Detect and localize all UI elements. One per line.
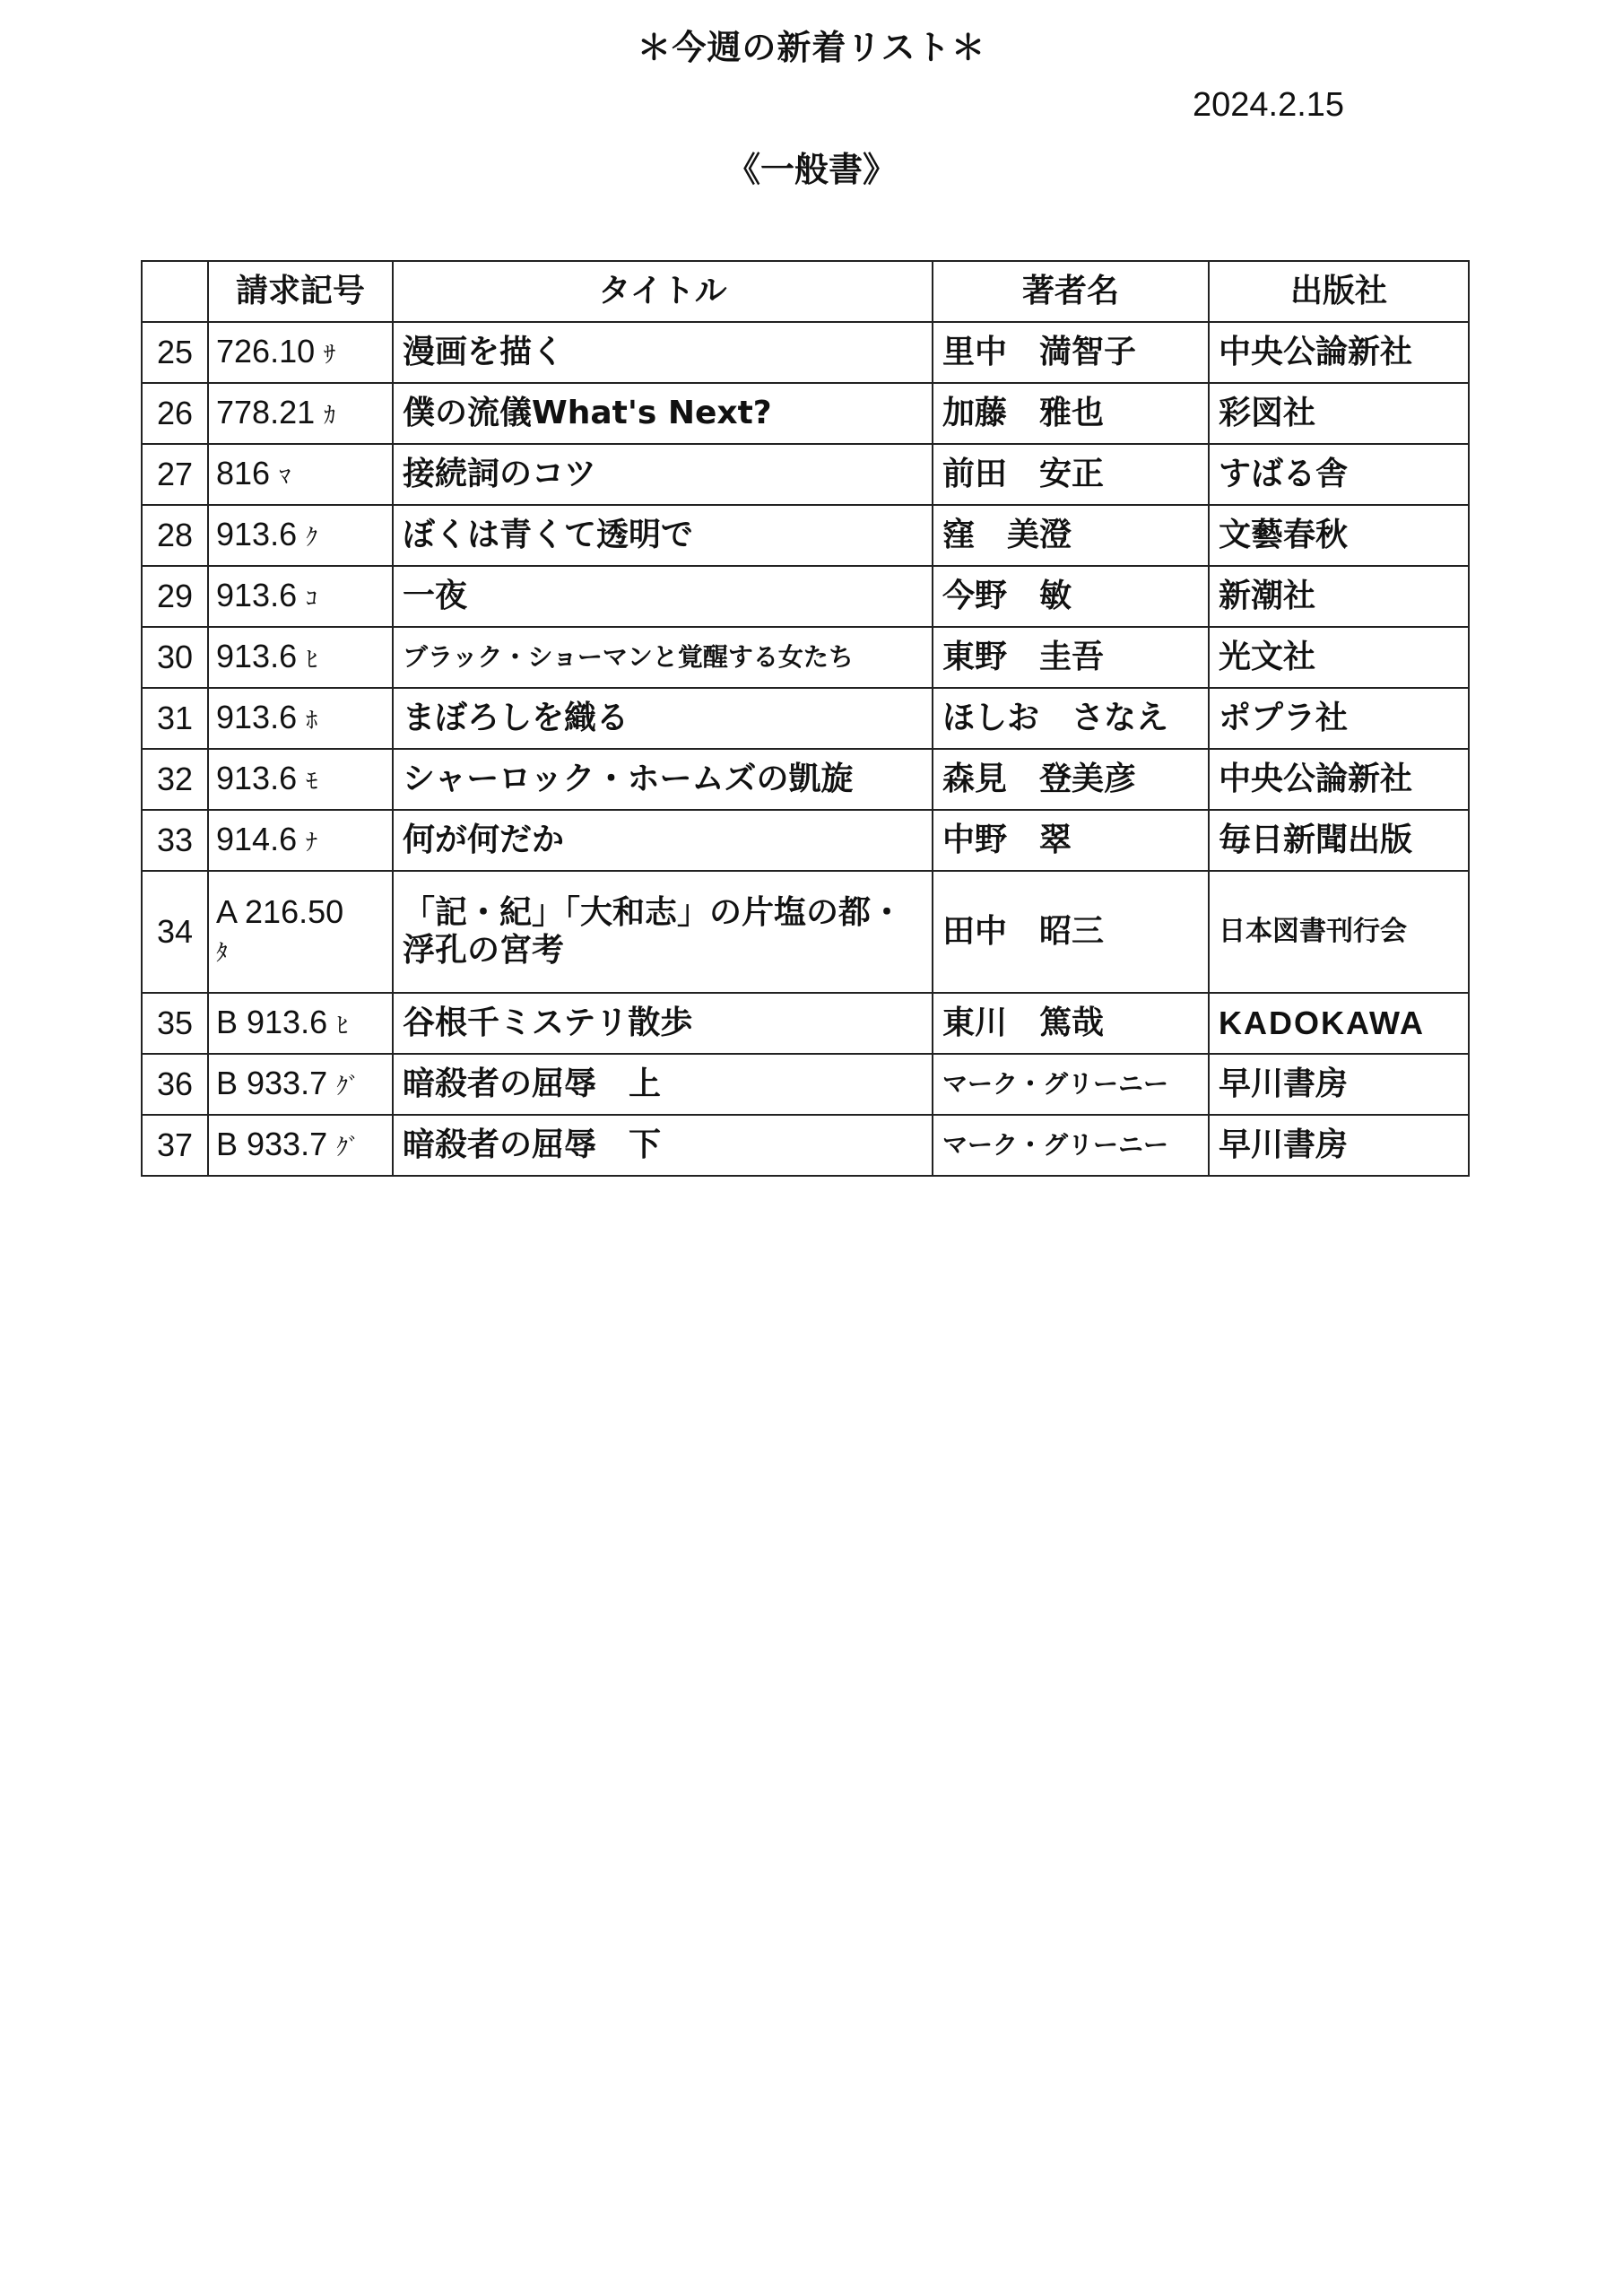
row-number: 30: [142, 627, 208, 688]
call-number-code: B 933.7: [216, 1125, 328, 1162]
book-title: 暗殺者の屈辱 下: [393, 1115, 933, 1176]
row-number: 36: [142, 1054, 208, 1115]
table-row: [142, 444, 1469, 505]
call-number: [208, 688, 393, 749]
author-name: 中野 翠: [933, 810, 1209, 871]
publisher-name: 彩図社: [1209, 383, 1469, 444]
column-header-publisher: 出版社: [1209, 261, 1469, 322]
author-name: マーク・グリーニー: [933, 1054, 1209, 1115]
row-number: 29: [142, 566, 208, 627]
call-number-kana: ｺ: [306, 584, 318, 612]
publisher-name: 毎日新聞出版: [1209, 810, 1469, 871]
author-name: マーク・グリーニー: [933, 1115, 1209, 1176]
call-number-kana: ｻ: [324, 340, 336, 368]
call-number: [208, 505, 393, 566]
book-title: 暗殺者の屈辱 上: [393, 1054, 933, 1115]
table-row: [142, 749, 1469, 810]
table-row: [142, 810, 1469, 871]
new-arrivals-table: [141, 260, 1470, 1177]
call-number-kana: ｸﾞ: [336, 1133, 360, 1161]
author-name: 森見 登美彦: [933, 749, 1209, 810]
book-title: 接続詞のコツ: [393, 444, 933, 505]
call-number-code: 913.6: [216, 698, 298, 735]
publisher-name: ポプラ社: [1209, 688, 1469, 749]
call-number-kana: ﾅ: [306, 828, 318, 856]
author-name: 東川 篤哉: [933, 993, 1209, 1054]
table-header-row: [142, 261, 1469, 322]
publisher-name: KADOKAWA: [1209, 993, 1469, 1054]
table-row: [142, 383, 1469, 444]
row-number: 27: [142, 444, 208, 505]
book-title: 何が何だか: [393, 810, 933, 871]
call-number-kana: ｶ: [324, 401, 336, 429]
call-number-kana: ｸﾞ: [336, 1072, 360, 1100]
book-title: シャーロック・ホームズの凱旋: [393, 749, 933, 810]
table-row: [142, 505, 1469, 566]
call-number: [208, 566, 393, 627]
book-title: 谷根千ミステリ散歩: [393, 993, 933, 1054]
table-row: [142, 688, 1469, 749]
call-number-code: A 216.50: [216, 892, 344, 930]
table-row: [142, 1054, 1469, 1115]
author-name: 今野 敏: [933, 566, 1209, 627]
publisher-name: 新潮社: [1209, 566, 1469, 627]
call-number: [208, 444, 393, 505]
row-number: 31: [142, 688, 208, 749]
table-row: [142, 1115, 1469, 1176]
call-number-kana: ｸ: [306, 523, 318, 551]
call-number-code: 726.10: [216, 332, 316, 370]
table-row: [142, 566, 1469, 627]
author-name: ほしお さなえ: [933, 688, 1209, 749]
table-row: [142, 871, 1469, 993]
call-number-kana: ﾏ: [279, 462, 291, 490]
call-number-code: 778.21: [216, 393, 316, 430]
call-number-code: 913.6: [216, 637, 298, 674]
call-number-kana: ﾎ: [306, 706, 318, 734]
publisher-name: 文藝春秋: [1209, 505, 1469, 566]
book-title: ぼくは青くて透明で: [393, 505, 933, 566]
call-number-code: 914.6: [216, 820, 298, 857]
table-row: [142, 627, 1469, 688]
call-number: [208, 1115, 393, 1176]
book-title: 漫画を描く: [393, 322, 933, 383]
row-number: 35: [142, 993, 208, 1054]
call-number: [208, 383, 393, 444]
list-date: 2024.2.15: [1193, 86, 1345, 124]
row-number: 34: [142, 871, 208, 993]
book-title: 僕の流儀What's Next?: [393, 383, 933, 444]
book-title: 一夜: [393, 566, 933, 627]
publisher-name: 光文社: [1209, 627, 1469, 688]
call-number-code: 913.6: [216, 759, 298, 796]
row-number: 32: [142, 749, 208, 810]
author-name: 前田 安正: [933, 444, 1209, 505]
row-number: 37: [142, 1115, 208, 1176]
section-heading: 《一般書》: [725, 150, 897, 189]
row-number: 28: [142, 505, 208, 566]
publisher-name: 早川書房: [1209, 1054, 1469, 1115]
row-number: 33: [142, 810, 208, 871]
book-title: 「記・紀」「大和志」の片塩の都・浮孔の宮考: [393, 871, 933, 993]
row-number: 26: [142, 383, 208, 444]
call-number: [208, 810, 393, 871]
book-title: ブラック・ショーマンと覚醒する女たち: [393, 627, 933, 688]
call-number-code: 913.6: [216, 576, 298, 613]
author-name: 窪 美澄: [933, 505, 1209, 566]
call-number-code: B 913.6: [216, 1003, 328, 1040]
call-number: [208, 993, 393, 1054]
author-name: 加藤 雅也: [933, 383, 1209, 444]
call-number-code: 816: [216, 454, 271, 491]
column-header-call-number: 請求記号: [208, 261, 393, 322]
call-number-code: 913.6: [216, 515, 298, 552]
book-title: まぼろしを織る: [393, 688, 933, 749]
page-title: ＊今週の新着リスト＊: [637, 28, 986, 67]
author-name: 里中 満智子: [933, 322, 1209, 383]
column-header-title: タイトル: [393, 261, 933, 322]
column-header-no: [142, 261, 208, 322]
call-number-kana: ﾋ: [336, 1011, 349, 1039]
call-number: [208, 1054, 393, 1115]
call-number: [208, 871, 393, 993]
table-row: [142, 993, 1469, 1054]
call-number-kana: ﾓ: [306, 767, 318, 795]
publisher-name: 中央公論新社: [1209, 749, 1469, 810]
table-row: [142, 322, 1469, 383]
publisher-name: 中央公論新社: [1209, 322, 1469, 383]
row-number: 25: [142, 322, 208, 383]
publisher-name: 日本図書刊行会: [1209, 871, 1469, 993]
publisher-name: 早川書房: [1209, 1115, 1469, 1176]
call-number: [208, 322, 393, 383]
publisher-name: すばる舎: [1209, 444, 1469, 505]
call-number-code: B 933.7: [216, 1064, 328, 1101]
call-number: [208, 749, 393, 810]
call-number-kana: ﾋ: [306, 645, 318, 673]
author-name: 田中 昭三: [933, 871, 1209, 993]
call-number-kana: ﾀ: [216, 938, 229, 966]
author-name: 東野 圭吾: [933, 627, 1209, 688]
column-header-author: 著者名: [933, 261, 1209, 322]
call-number: [208, 627, 393, 688]
